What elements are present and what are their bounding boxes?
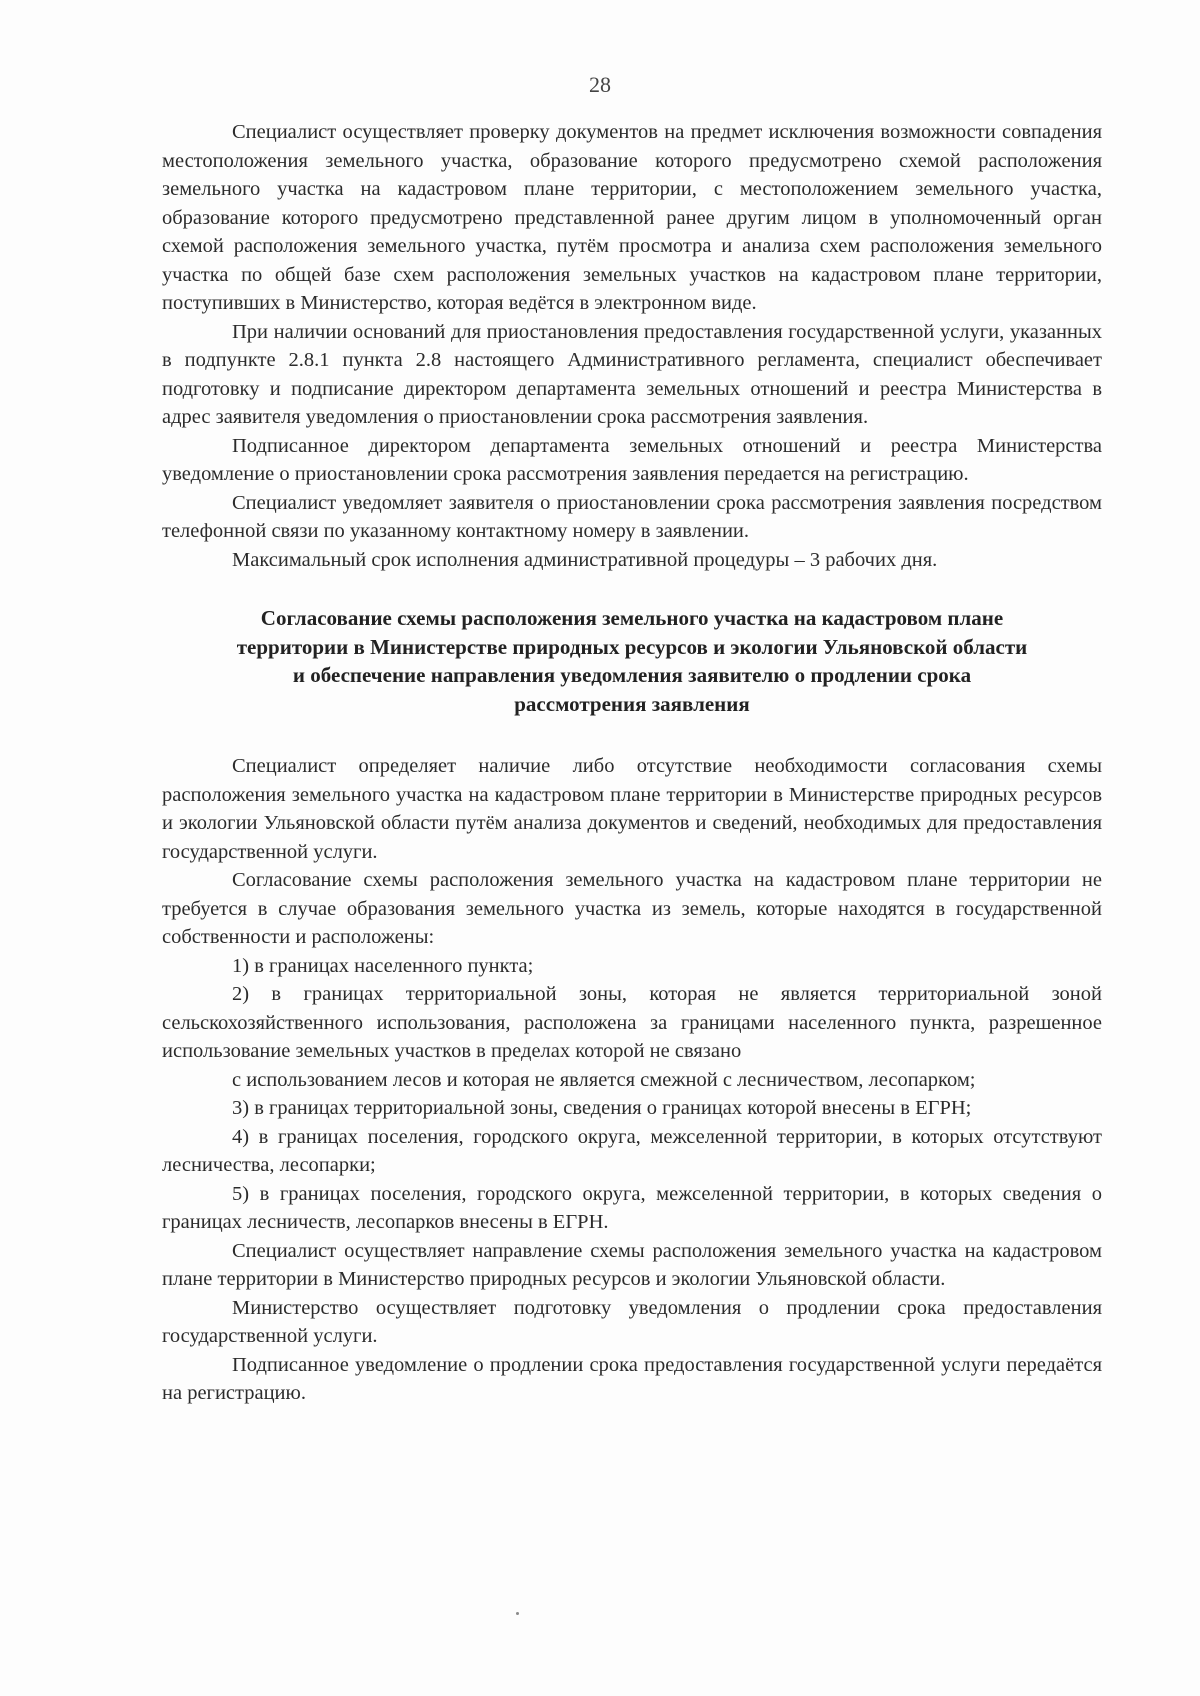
paragraph: Специалист уведомляет заявителя о приостановлении срока рассмотрения заявления посредством телефонной связи по указанному контактному номеру в заявлении.: [162, 491, 1102, 542]
heading-line: территории в Министерстве природных ресурсов и экологии Ульяновской области: [236, 634, 1028, 659]
paragraph: Специалист определяет наличие либо отсутствие необходимости согласования схемы расположения земельного участка на кадастровом плане территории в Министерстве природных ресурсов и экологии Ульяновской области путём анализа документов и сведений, необходимых для предоставления государственной услуги.: [162, 755, 1102, 863]
section-heading: [162, 604, 1102, 718]
page-number: 28: [589, 72, 611, 97]
list-item-continuation: с использованием лесов и которая не является смежной с лесничеством, лесопарком;: [232, 1068, 976, 1091]
document-body: [162, 118, 1102, 1408]
paragraph: Специалист осуществляет проверку документов на предмет исключения возможности совпадения местоположения земельного участка, образование которого предусмотрено схемой расположения земельного участка на кадастровом плане территории, с местоположением земельного участка, образование которого предусмотрено представленной ранее другим лицом в уполномоченный орган схемой расположения земельного участка, путём просмотра и анализа схем расположения земельного участка по общей базе схем расположения земельных участков на кадастровом плане территории, поступивших в Министерство, которая ведётся в электронном виде.: [162, 121, 1102, 314]
scan-speck: [516, 1612, 519, 1615]
list-item: 5) в границах поселения, городского округа, межселенной территории, в которых сведения о границах лесничеств, лесопарков внесены в ЕГРН.: [162, 1182, 1102, 1233]
paragraph: Максимальный срок исполнения административной процедуры – 3 рабочих дня.: [232, 548, 938, 571]
paragraph: Подписанное директором департамента земельных отношений и реестра Министерства уведомление о приостановлении срока рассмотрения заявления передается на регистрацию.: [162, 434, 1102, 485]
paragraph: Министерство осуществляет подготовку уведомления о продлении срока предоставления государственной услуги.: [162, 1296, 1102, 1347]
heading-line: и обеспечение направления уведомления заявителю о продлении срока: [292, 663, 972, 687]
list-item: 3) в границах территориальной зоны, сведения о границах которой внесены в ЕГРН;: [232, 1097, 972, 1119]
list-item: 4) в границах поселения, городского округа, межселенной территории, в которых отсутствуют лесничества, лесопарки;: [162, 1125, 1102, 1176]
heading-line: рассмотрения заявления: [514, 691, 750, 716]
paragraph: Специалист осуществляет направление схемы расположения земельного участка на кадастровом плане территории в Министерство природных ресурсов и экологии Ульяновской области.: [162, 1239, 1102, 1290]
list-item: 2) в границах территориальной зоны, которая не является территориальной зоной сельскохозяйственного использования, расположена за границами населенного пункта, разрешенное использование земельных участков в пределах которой не связано: [162, 983, 1102, 1062]
paragraph: При наличии оснований для приостановления предоставления государственной услуги, указанных в подпункте 2.8.1 пункта 2.8 настоящего Административного регламента, специалист обеспечивает подготовку и подписание директором департамента земельных отношений и реестра Министерства в адрес заявителя уведомления о приостановлении срока рассмотрения заявления.: [162, 320, 1102, 428]
paragraph: Согласование схемы расположения земельного участка на кадастровом плане территории не требуется в случае образования земельного участка из земель, которые находятся в государственной собственности и расположены:: [162, 869, 1102, 948]
list-item: 1) в границах населенного пункта;: [232, 954, 534, 977]
paragraph: Подписанное уведомление о продлении срока предоставления государственной услуги передаётся на регистрацию.: [162, 1353, 1102, 1404]
heading-line: Согласование схемы расположения земельного участка на кадастровом плане: [260, 606, 1004, 630]
